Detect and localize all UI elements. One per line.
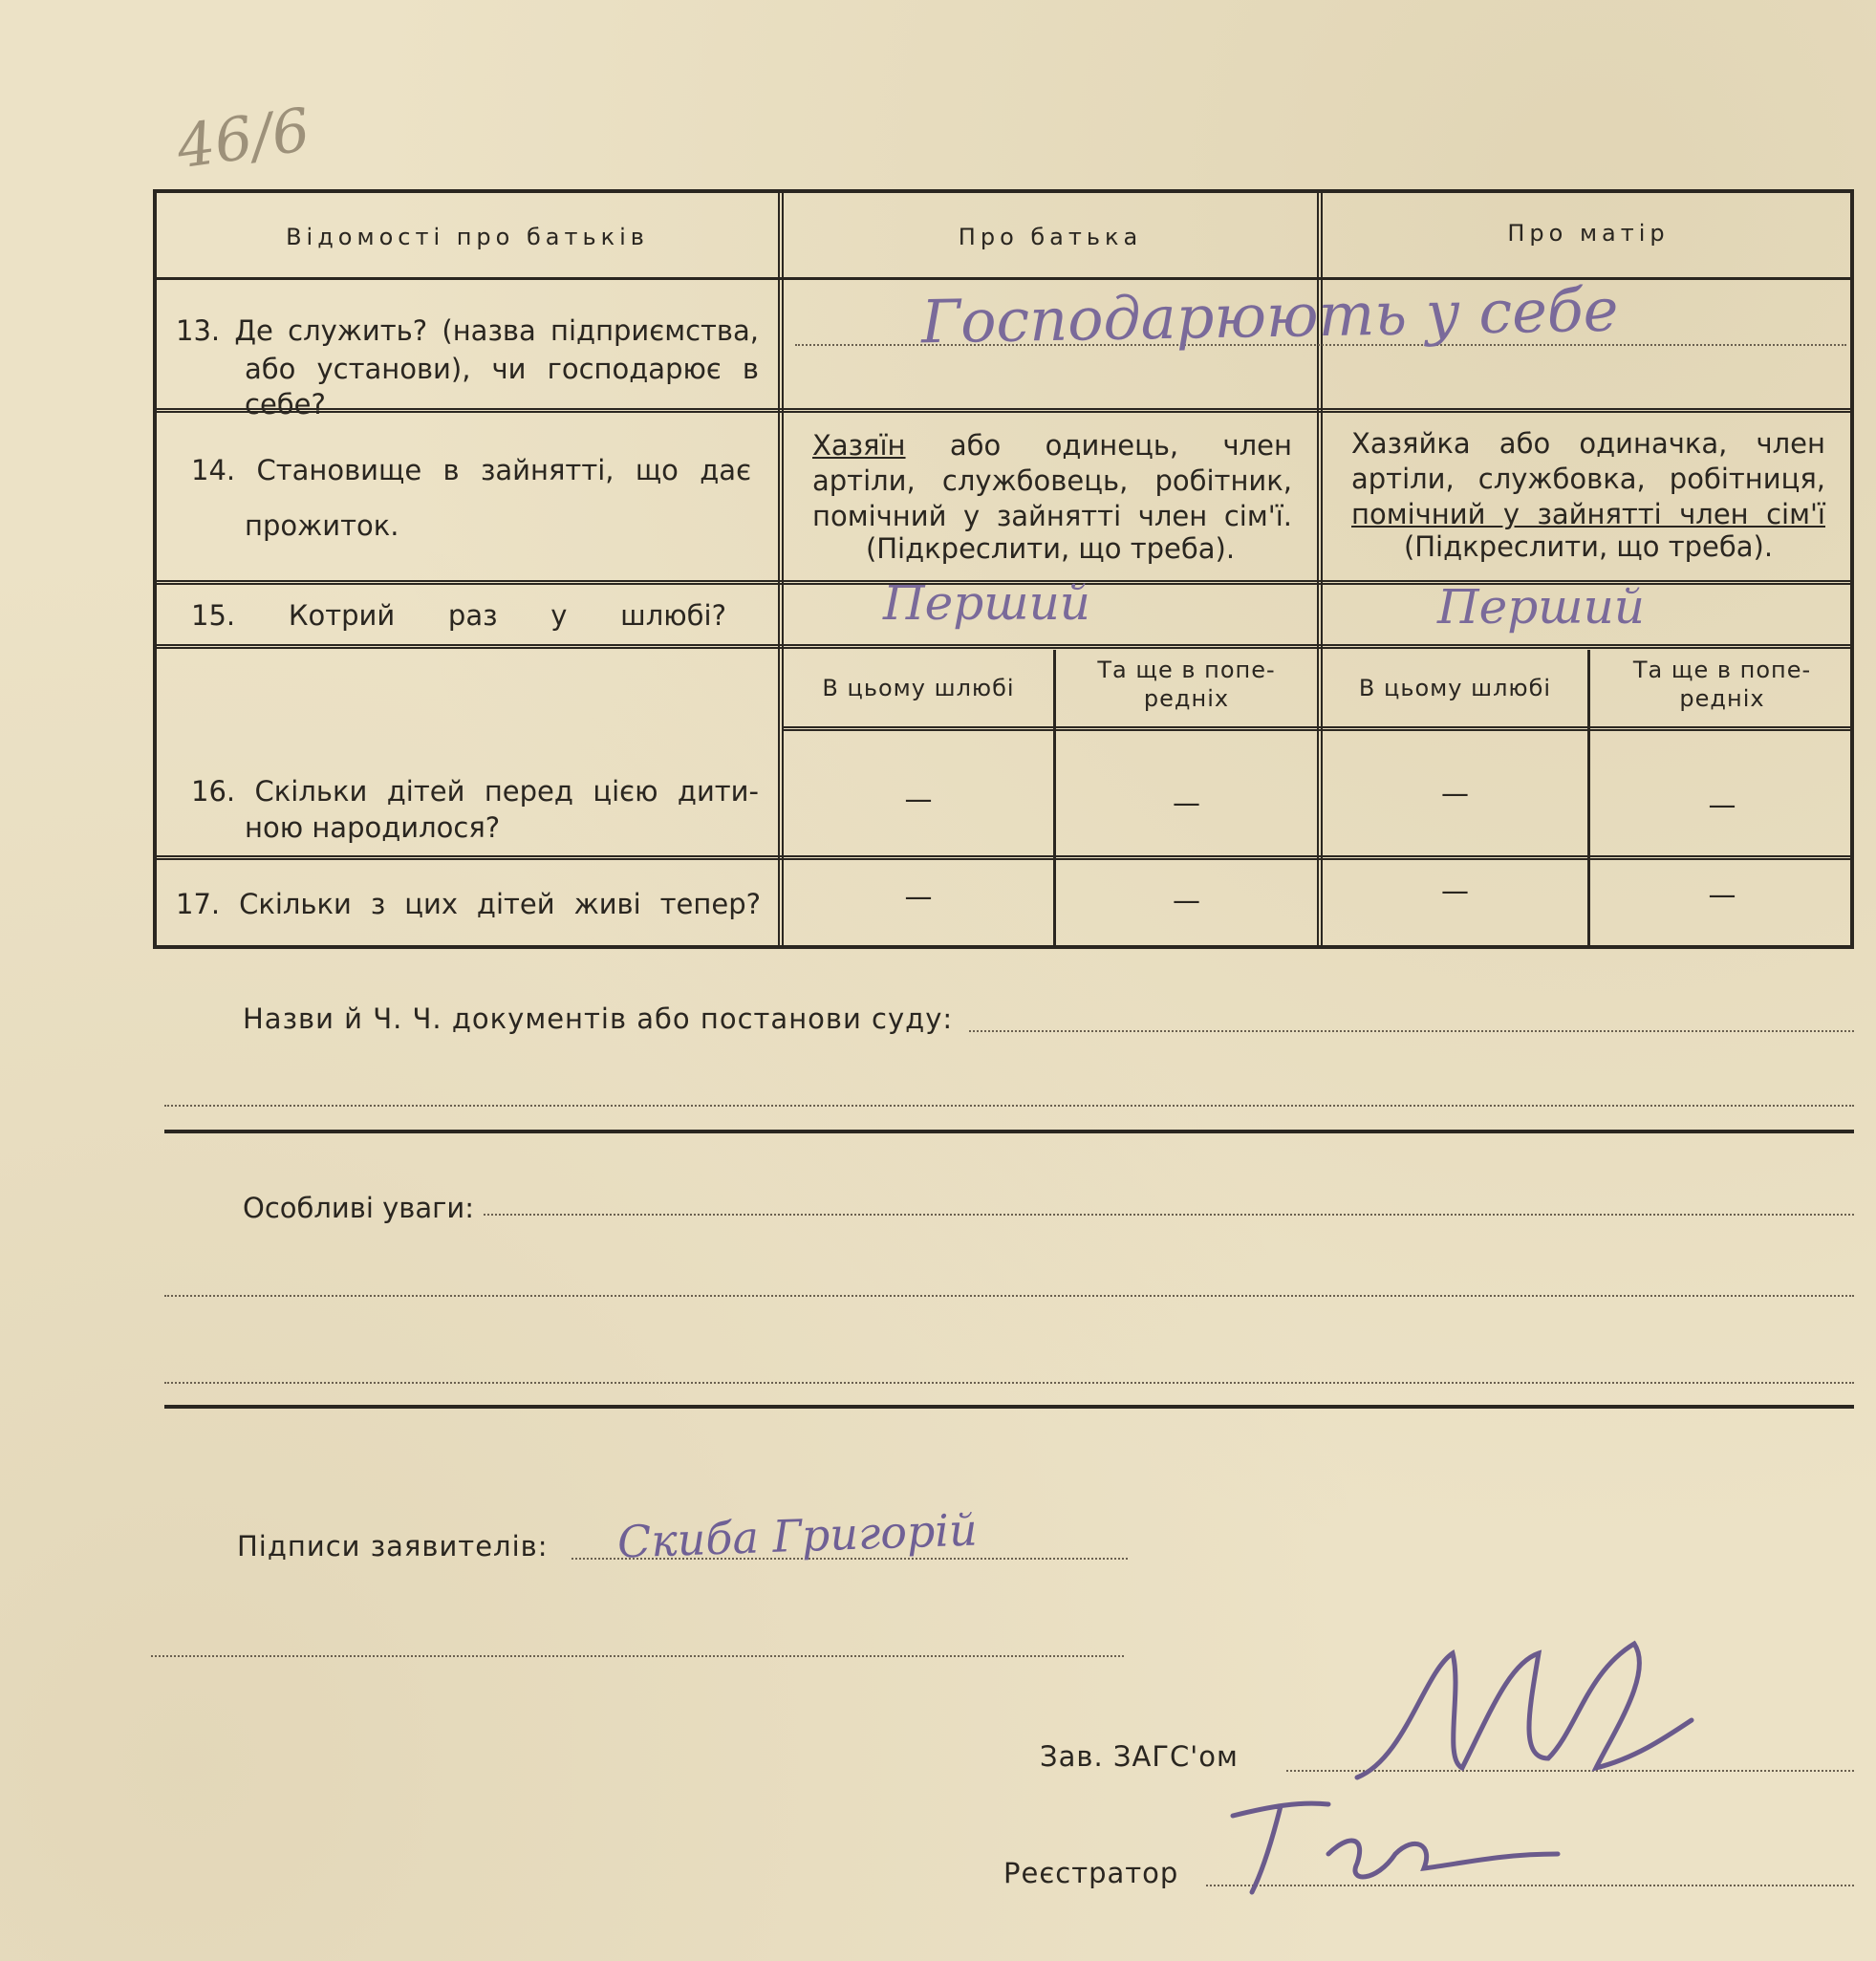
documents-line-1 — [969, 1030, 1854, 1032]
q16-mother-this-marriage: В цьому шлюбі — [1358, 675, 1552, 701]
row15-bottom-line — [157, 644, 1854, 649]
registrar-label: Реєстратор — [1003, 1857, 1179, 1889]
q16-label-line2: ною народилося? — [245, 811, 501, 844]
header-father: Про батька — [958, 224, 1143, 250]
col-divider-info — [778, 193, 784, 948]
remarks-label: Особливі уваги: — [243, 1192, 475, 1224]
applicants-label: Підписи заявителів: — [237, 1530, 549, 1562]
q16-mother-previous — [1590, 656, 1854, 713]
q15-label: 15. Котрий раз у шлюбі? — [191, 599, 726, 632]
q17-value-mother-prev: — — [1708, 878, 1736, 911]
header-mother: Про матір — [1507, 220, 1670, 247]
q16-mother-previous-line1: Та ще в попе- — [1632, 657, 1812, 683]
q16-value-father-this: — — [904, 783, 933, 815]
q14-label-line2: прожиток. — [245, 509, 399, 542]
remarks-line-2 — [164, 1295, 1854, 1297]
q13-label-line2: або установи), чи господарює в себе? — [245, 353, 759, 420]
q16-value-father-prev: — — [1173, 787, 1200, 819]
q13-label-line1: 13. Де служить? (назва підприємства, — [176, 314, 759, 347]
documents-line-2 — [164, 1105, 1854, 1107]
q14-father-options: Хазяїн або одинець, член артіли, службовець, робітник, помічний у зайнятті член сім'ї. — [812, 429, 1292, 532]
remarks-section-rule — [164, 1405, 1854, 1409]
archive-mark: 46/6 — [172, 94, 314, 183]
documents-label: Назви й Ч. Ч. документів або постанови суду: — [243, 1002, 954, 1035]
registrar-signature-mark — [1214, 1778, 1615, 1902]
subheader-bottom-line — [784, 726, 1854, 731]
q14-label-line1: 14. Становище в зайнятті, що дає — [191, 454, 751, 486]
applicants-line-2 — [151, 1655, 1124, 1657]
head-label: Зав. ЗАГС'ом — [1040, 1740, 1239, 1773]
header-info: Відомості про батьків — [286, 224, 649, 250]
q14-mother-note: (Підкреслити, що треба). — [1403, 530, 1774, 563]
q16-mother-previous-line2: редніх — [1679, 685, 1765, 712]
q14-father-note: (Підкреслити, що треба). — [865, 532, 1236, 565]
q16-father-previous-line1: Та ще в попе- — [1097, 657, 1276, 683]
q16-value-mother-prev: — — [1708, 788, 1736, 821]
q17-value-father-prev: — — [1173, 884, 1200, 916]
q16-value-mother-this: — — [1441, 777, 1469, 809]
q15-mother-answer: Перший — [1437, 579, 1645, 635]
q17-value-mother-this: — — [1441, 874, 1469, 907]
q17-value-father-this: — — [904, 880, 933, 913]
remarks-line-1 — [484, 1214, 1854, 1216]
q16-father-previous-line2: редніх — [1143, 685, 1230, 712]
q14-father-underlined: Хазяїн — [812, 429, 906, 462]
applicants-signature: Скиба Григорій — [616, 1503, 979, 1568]
row16-bottom-line — [157, 855, 1854, 860]
q16-father-previous — [1056, 656, 1317, 713]
q16-label-line1: 16. Скільки дітей перед цією дити- — [191, 775, 759, 808]
q16-father-this-marriage: В цьому шлюбі — [822, 675, 1015, 701]
parents-info-table — [153, 189, 1854, 949]
q14-mother-options: Хазяйка або одиначка, член артіли, службовка, робітниця, помічний у зайнятті член сім'ї — [1351, 427, 1825, 530]
documents-section-rule — [164, 1130, 1854, 1133]
q15-father-answer: Перший — [883, 575, 1090, 631]
q14-mother-underlined: помічний у зайнятті член сім'ї — [1351, 498, 1825, 530]
remarks-line-3 — [164, 1382, 1854, 1384]
q13-answer: Господарюють у себе — [920, 274, 1619, 357]
q17-label: 17. Скільки з цих дітей живі тепер? — [176, 888, 761, 920]
